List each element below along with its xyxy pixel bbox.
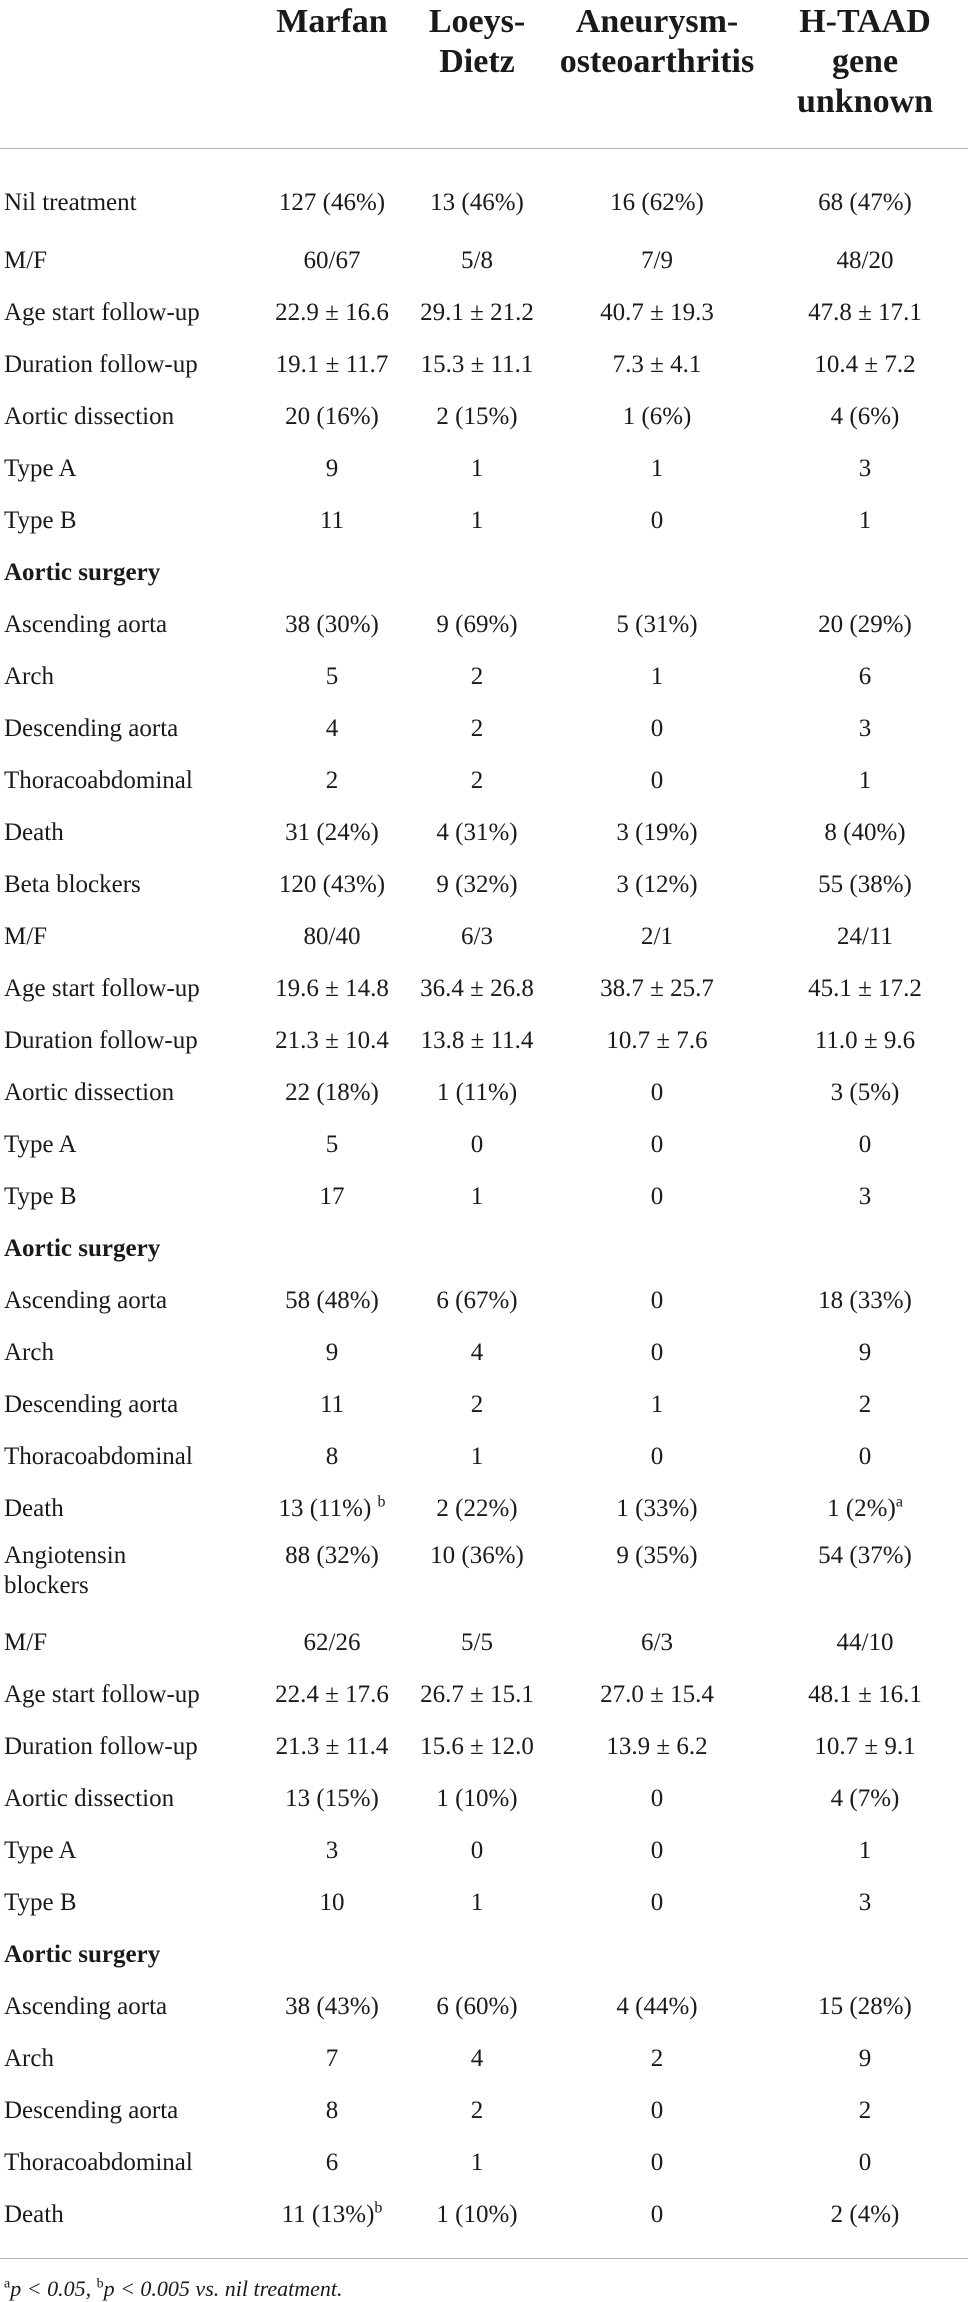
table-cell: 0 (650, 506, 664, 534)
table-cell: 2/1 (641, 922, 673, 950)
table-cell: 3 (858, 1888, 872, 1916)
table-cell: 38 (30%) (285, 610, 379, 638)
table-cell: 13 (46%) (430, 188, 524, 216)
row-label: Ascending aorta (4, 1992, 168, 2020)
row-label: M/F (4, 246, 48, 274)
table-cell: 2 (858, 2096, 872, 2124)
table-cell: 9 (325, 1338, 339, 1366)
table-cell: 13.9 ± 6.2 (606, 1732, 708, 1760)
table-cell: 2 (15%) (436, 402, 518, 430)
table-cell: 4 (470, 2044, 484, 2072)
header-label-cell (0, 0, 262, 149)
table-cell: 16 (62%) (610, 188, 704, 216)
table-row (0, 1171, 968, 1223)
table-cell: 10.7 ± 9.1 (814, 1732, 916, 1760)
table-cell: 1 (470, 506, 484, 534)
table-row (0, 1617, 968, 1669)
row-label: Arch (4, 662, 54, 690)
table-row (0, 911, 968, 963)
table-cell: 3 (325, 1836, 339, 1864)
table-cell: 4 (7%) (830, 1784, 900, 1812)
row-label: Descending aorta (4, 714, 179, 742)
table-row (0, 1535, 968, 1617)
table-row (0, 443, 968, 495)
table-cell: 3 (12%) (616, 870, 698, 898)
table-cell: 6 (67%) (436, 1286, 518, 1314)
table-cell: 19.6 ± 14.8 (275, 974, 389, 1002)
table-cell: 9 (858, 1338, 872, 1366)
table-cell: 2 (4%) (762, 2189, 968, 2259)
table-cell: 1 (858, 1836, 872, 1864)
footnote-marker: a (895, 1493, 903, 1511)
table-cell: 4 (31%) (436, 818, 518, 846)
table-row (0, 1275, 968, 1327)
table-cell: 4 (44%) (616, 1992, 698, 2020)
table-row (0, 651, 968, 703)
table-row (0, 391, 968, 443)
table-row (0, 1067, 968, 1119)
section-row (0, 1929, 968, 1981)
table-cell: 1 (650, 662, 664, 690)
table-cell: 9 (32%) (436, 870, 518, 898)
table-cell: 55 (38%) (818, 870, 912, 898)
table-cell: 5/5 (461, 1628, 493, 1656)
table-row (0, 859, 968, 911)
table-cell: 0 (650, 714, 664, 742)
table-cell: 7/9 (641, 246, 673, 274)
table-cell: 10.7 ± 7.6 (606, 1026, 708, 1054)
table-cell: 20 (29%) (818, 610, 912, 638)
table-cell: 18 (33%) (818, 1286, 912, 1314)
table-cell: 9 (35%) (616, 1541, 698, 1569)
table-cell: 8 (325, 1442, 339, 1470)
table-cell: 0 (858, 1130, 872, 1158)
table-cell: 6 (325, 2148, 339, 2176)
section-label: Aortic surgery (4, 558, 161, 586)
table-cell: 3 (858, 1182, 872, 1210)
table-row (0, 755, 968, 807)
table-cell: 1 (33%) (616, 1494, 698, 1522)
table-cell: 1 (10%) (402, 2189, 552, 2259)
table-cell: 68 (47%) (818, 188, 912, 216)
table-cell: 1 (858, 766, 872, 794)
table-cell: 3 (19%) (616, 818, 698, 846)
table-cell: 0 (650, 1784, 664, 1812)
table-cell: 127 (46%) (278, 188, 386, 216)
table-cell: 13.8 ± 11.4 (420, 1026, 534, 1054)
table-cell: 24/11 (836, 922, 894, 950)
row-label: Age start follow-up (4, 1680, 200, 1708)
table-cell: 3 (858, 454, 872, 482)
table-cell: 6 (60%) (436, 1992, 518, 2020)
table-cell: 10 (36%) (430, 1541, 524, 1569)
table-header (0, 0, 968, 149)
row-label: Duration follow-up (4, 1026, 198, 1054)
table-cell: 19.1 ± 11.7 (275, 350, 389, 378)
section-label: Aortic surgery (4, 1234, 161, 1262)
row-label: Death (0, 2189, 262, 2259)
table-cell: 0 (650, 1182, 664, 1210)
row-label: Death (4, 818, 64, 846)
table-cell: 31 (24%) (285, 818, 379, 846)
table-cell: 6/3 (641, 1628, 673, 1656)
table-cell: 120 (43%) (278, 870, 386, 898)
table-cell: 0 (470, 1836, 484, 1864)
table-cell: 11.0 ± 9.6 (814, 1026, 916, 1054)
table-row (0, 1431, 968, 1483)
row-label: Descending aorta (4, 1390, 179, 1418)
table-row (0, 1483, 968, 1535)
table-cell: 38.7 ± 25.7 (600, 974, 714, 1002)
row-label: Duration follow-up (4, 1732, 198, 1760)
table-cell: 60/67 (303, 246, 361, 274)
table-cell: 2 (858, 1390, 872, 1418)
table-cell: 13 (15%) (285, 1784, 379, 1812)
row-label: Type B (4, 1182, 77, 1210)
table-cell: 1 (470, 1182, 484, 1210)
table-cell: 5/8 (461, 246, 493, 274)
row-label: M/F (4, 922, 48, 950)
table-cell: 11 $(13\%)^b$ (262, 2189, 402, 2259)
table-cell: 15.6 ± 12.0 (420, 1732, 534, 1760)
table-cell: 0 (650, 2096, 664, 2124)
column-header: Marfan (262, 0, 402, 149)
table-row (0, 599, 968, 651)
table-row (0, 1015, 968, 1067)
table-cell: 54 (37%) (818, 1541, 912, 1569)
table-footnote (4, 2276, 342, 2302)
row-label: Death (4, 1494, 64, 1522)
table-cell: 40.7 ± 19.3 (600, 298, 714, 326)
table-cell: 1 $(2\%)^a$ (827, 1493, 903, 1522)
table-cell: 9 (858, 2044, 872, 2072)
table-cell: 9 (325, 454, 339, 482)
table-cell: 5 (325, 1130, 339, 1158)
column-header: H-TAAD gene unknown (762, 0, 968, 149)
table-row (0, 2085, 968, 2137)
table-row (0, 1669, 968, 1721)
table-cell: 22.9 ± 16.6 (275, 298, 389, 326)
table-row (0, 287, 968, 339)
row-label: Ascending aorta (4, 1286, 168, 1314)
table-cell: 1 (470, 1888, 484, 1916)
table-cell: 62/26 (303, 1628, 361, 1656)
table-cell: 0 (552, 2189, 762, 2259)
row-label: Type A (4, 1836, 77, 1864)
table-cell: 44/10 (836, 1628, 894, 1656)
section-row (0, 547, 968, 599)
table-cell: 3 (5%) (830, 1078, 900, 1106)
table-cell: 0 (650, 1836, 664, 1864)
table-cell: 1 (10%) (436, 1784, 518, 1812)
table-cell: 0 (650, 1888, 664, 1916)
footnote-b-mark: b (96, 2276, 104, 2292)
table-cell: 45.1 ± 17.2 (808, 974, 922, 1002)
row-label: Duration follow-up (4, 350, 198, 378)
table-row (0, 2137, 968, 2189)
table-cell: 17 (319, 1182, 345, 1210)
table-row (0, 1981, 968, 2033)
table-cell: 2 (470, 662, 484, 690)
row-label: Aortic dissection (4, 1078, 175, 1106)
row-label: Beta blockers (4, 870, 141, 898)
table-cell: 29.1 ± 21.2 (420, 298, 534, 326)
row-label: Descending aorta (4, 2096, 179, 2124)
table-cell: 15 (28%) (818, 1992, 912, 2020)
table-cell: 1 (470, 2148, 484, 2176)
row-label: Aortic dissection (4, 402, 175, 430)
section-row (0, 1223, 968, 1275)
row-label: Aortic dissection (4, 1784, 175, 1812)
table-cell: 0 (650, 1338, 664, 1366)
table-cell: 2 (470, 1390, 484, 1418)
table-cell: 1 (650, 1390, 664, 1418)
table-cell: 11 (319, 506, 345, 534)
table-cell: 2 (470, 766, 484, 794)
table-row (0, 235, 968, 287)
table-cell: 4 (470, 1338, 484, 1366)
table-cell: 11 (319, 1390, 345, 1418)
table-cell: 36.4 ± 26.8 (420, 974, 534, 1002)
section-label: Aortic surgery (4, 1940, 161, 1968)
row-label: Thoracoabdominal (4, 1442, 193, 1470)
table-row (0, 1825, 968, 1877)
table-row (0, 807, 968, 859)
table-cell: 5 (31%) (616, 610, 698, 638)
table-cell: 6/3 (461, 922, 493, 950)
row-label: Thoracoabdominal (4, 766, 193, 794)
table-cell: 0 (650, 766, 664, 794)
table-cell: 7 (325, 2044, 339, 2072)
table-cell: 0 (858, 2148, 872, 2176)
table-row (0, 1773, 968, 1825)
footnote-marker: b (377, 1493, 386, 1511)
table-cell: 2 (470, 714, 484, 742)
table-cell: 21.3 ± 10.4 (275, 1026, 389, 1054)
table-cell: 5 (325, 662, 339, 690)
row-label: Arch (4, 1338, 54, 1366)
table-cell: 38 (43%) (285, 1992, 379, 2020)
row-label: Thoracoabdominal (4, 2148, 193, 2176)
table-cell: 15.3 ± 11.1 (420, 350, 534, 378)
table-cell: 47.8 ± 17.1 (808, 298, 922, 326)
table-cell: 1 (650, 454, 664, 482)
table-cell: 2 (650, 2044, 664, 2072)
footnote-a-mark: a (4, 2276, 11, 2292)
table-cell: 0 (858, 1442, 872, 1470)
row-label: Type A (4, 1130, 77, 1158)
table-row (0, 1327, 968, 1379)
table-cell: 22.4 ± 17.6 (275, 1680, 389, 1708)
table-row (0, 149, 968, 235)
table-row (0, 339, 968, 391)
table-cell: 48.1 ± 16.1 (808, 1680, 922, 1708)
table-cell: 0 (650, 1442, 664, 1470)
table-cell: 2 (325, 766, 339, 794)
footnote-marker: b (374, 2199, 383, 2217)
table-cell: 0 (650, 2148, 664, 2176)
table-row (0, 1721, 968, 1773)
column-header: Aneurysm- osteoarthritis (552, 0, 762, 149)
row-label: Type B (4, 506, 77, 534)
table-cell: 13 (11%) $^b$ (278, 1493, 386, 1522)
table-cell: 1 (858, 506, 872, 534)
row-label: Arch (4, 2044, 54, 2072)
table-cell: 4 (325, 714, 339, 742)
footnote-a-text: p < 0.05, (10, 2276, 97, 2301)
column-header: Loeys- Dietz (402, 0, 552, 149)
row-label: Type B (4, 1888, 77, 1916)
footnote-b-text: p < 0.005 vs. nil treatment. (103, 2276, 343, 2301)
table-cell: 20 (16%) (285, 402, 379, 430)
table-row (0, 1379, 968, 1431)
row-label: Age start follow-up (4, 974, 200, 1002)
table-row (0, 495, 968, 547)
row-label: Angiotensin blockers (4, 1541, 127, 1599)
table-cell: 8 (40%) (824, 818, 906, 846)
table-row (0, 963, 968, 1015)
table-cell: 27.0 ± 15.4 (600, 1680, 714, 1708)
table-cell: 1 (470, 1442, 484, 1470)
table-cell: 0 (650, 1130, 664, 1158)
table-row (0, 1119, 968, 1171)
header-row (0, 0, 968, 149)
row-label: Ascending aorta (4, 610, 168, 638)
table-cell: 0 (650, 1286, 664, 1314)
table-cell: 2 (22%) (436, 1494, 518, 1522)
row-label: M/F (4, 1628, 48, 1656)
table-cell: 80/40 (303, 922, 361, 950)
table-cell: 21.3 ± 11.4 (275, 1732, 389, 1760)
table-cell: 9 (69%) (436, 610, 518, 638)
row-label: Nil treatment (4, 188, 137, 216)
table-cell: 1 (11%) (436, 1078, 518, 1106)
table-body (0, 149, 968, 2259)
table-cell: 0 (470, 1130, 484, 1158)
table-cell: 1 (6%) (622, 402, 692, 430)
table-cell: 88 (32%) (285, 1541, 379, 1569)
row-label: Age start follow-up (4, 298, 200, 326)
row-label: Type A (4, 454, 77, 482)
table-row (0, 2033, 968, 2085)
table-cell: 26.7 ± 15.1 (420, 1680, 534, 1708)
table-cell: 1 (470, 454, 484, 482)
table-cell: 0 (650, 1078, 664, 1106)
table-cell: 6 (858, 662, 872, 690)
table-cell: 58 (48%) (285, 1286, 379, 1314)
table-row (0, 703, 968, 755)
table-row (0, 1877, 968, 1929)
table-cell: 7.3 ± 4.1 (612, 350, 702, 378)
table-cell: 10.4 ± 7.2 (814, 350, 916, 378)
table-cell: 3 (858, 714, 872, 742)
table-cell: 4 (6%) (830, 402, 900, 430)
table-cell: 8 (325, 2096, 339, 2124)
table-cell: 2 (470, 2096, 484, 2124)
table-cell: 48/20 (836, 246, 894, 274)
table-cell: 10 (319, 1888, 345, 1916)
table-cell: 22 (18%) (285, 1078, 379, 1106)
table-row (0, 2189, 968, 2259)
